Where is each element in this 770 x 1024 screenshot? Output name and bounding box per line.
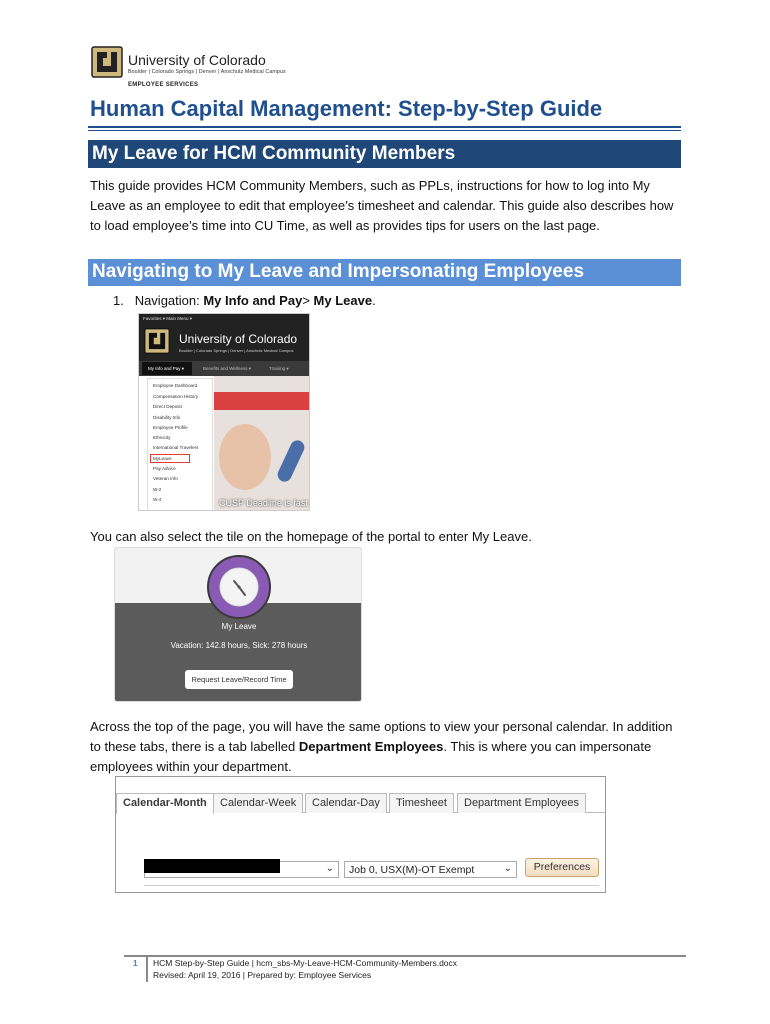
tab-calendar-week[interactable]: Calendar-Week [213,793,303,813]
logo-campuses: Boulder | Colorado Springs | Denver | Anschutz Medical Campus [128,69,286,75]
job-select[interactable] [344,861,517,878]
intro-paragraph: This guide provides HCM Community Members, such as PPLs, instructions for how to log into My Leave as an employee to edit that employee’s timesheet and calendar. This guide also describes how to load employee’s time into CU Time, as well as provides tips for users on the last page. [90,178,674,233]
portal-red-banner [214,392,310,410]
footer-revision-info: Revised: April 19, 2016 | Prepared by: Employee Services [153,970,372,980]
portal-nav-benefits: Benefits and Wellness ▾ [203,366,251,371]
portal-nav-my-info-and-pay: My Info and Pay ▾ [142,362,192,375]
my-leave-tile-screenshot [114,547,362,702]
logo-department: EMPLOYEE SERVICES [128,82,199,88]
tabs-text-after: . This is where you can impersonate employees within your department. [90,739,652,774]
portal-hero-child [219,424,271,490]
redacted-employee-name [144,859,280,873]
tab-calendar-day[interactable]: Calendar-Day [305,793,387,813]
portal-dropdown-menu [147,378,213,511]
menu-item-direct-deposit: Direct Deposit [153,404,182,409]
nav-path-my-leave: My Leave [313,293,373,308]
calendar-tabs-screenshot [115,776,606,893]
portal-university-name: University of Colorado [179,332,298,346]
request-leave-button[interactable]: Request Leave/Record Time [185,670,293,689]
tile-leave-balances: Vacation: 142.8 hours, Sick: 278 hours [170,641,308,650]
chevron-down-icon: ⌄ [503,863,512,874]
clock-icon [218,566,260,608]
step-end: . [372,293,376,308]
nav-path-my-info-and-pay: My Info and Pay [203,293,303,308]
cu-logo [91,46,291,92]
document-title: Human Capital Management: Step-by-Step Guide [90,96,603,121]
myleave-highlight-box [150,454,190,463]
step-1-navigation [113,293,376,308]
tabs-instruction-paragraph [90,717,680,777]
footer-doc-info: HCM Step-by-Step Guide | hcm_sbs-My-Leave-HCM-Community-Members.docx [153,958,458,968]
tab-calendar-month[interactable]: Calendar-Month [116,793,214,814]
step-prefix: Navigation: [134,293,204,308]
logo-university-name: University of Colorado [128,52,266,68]
menu-item-compensation-history: Compensation History [153,394,199,399]
tabs-text-before: Across the top of the page, you will have the same options to view your personal calendar. In addition to these tabs, there is a tab labelled [90,719,673,754]
menu-item-myleave: MyLeave [153,456,172,461]
portal-menu-screenshot [138,313,310,511]
section-heading-my-leave [88,140,681,168]
cu-monogram-icon [91,46,123,78]
job-select-value: Job 0, USX(M)-OT Exempt [349,864,475,876]
tabs-text-bold: Department Employees [298,739,444,754]
step-number: 1. [113,293,124,308]
section-heading-navigating [88,259,681,286]
portal-banner-text: CUSP Deadline is fast [219,498,308,508]
menu-item-pay-advice: Pay Advice [153,466,176,471]
footer-rule [124,955,686,957]
chevron-down-icon: ⌄ [325,863,334,874]
section-heading-text: Navigating to My Leave and Impersonating Employees [92,261,585,282]
tile-instruction-paragraph: You can also select the tile on the homepage of the portal to enter My Leave. [90,529,532,544]
tile-label: My Leave [221,622,257,631]
tab-department-employees[interactable]: Department Employees [457,793,586,813]
calendar-grid-top [144,885,599,886]
tab-timesheet[interactable]: Timesheet [389,793,454,813]
menu-item-w4: W-4 [153,497,162,502]
cu-monogram-icon [144,328,170,354]
portal-nav-training: Training ▾ [269,366,289,371]
menu-item-ethnicity: Ethnicity [153,435,171,440]
section-heading-text: My Leave for HCM Community Members [92,143,456,164]
portal-campuses: Boulder | Colorado Springs | Denver | Anschutz Medical Campus [179,348,294,353]
menu-item-employee-dashboard: Employee Dashboard [153,383,198,388]
menu-item-international-travelers: International Travelers [153,445,199,450]
menu-item-veteran-info: Veteran Info [153,476,178,481]
menu-item-w2: W-2 [153,487,162,492]
title-rule [88,126,681,128]
preferences-button[interactable]: Preferences [525,858,599,877]
footer-page-number: 1 [133,959,138,968]
nav-separator: > [302,293,314,308]
footer-divider [146,957,148,982]
menu-item-employee-profile: Employee Profile [153,425,188,430]
portal-favorites-menu: Favorites ▾ Main Menu ▾ [143,316,193,321]
title-rule-thin [88,130,681,131]
menu-item-disability-info: Disability Info [153,415,181,420]
